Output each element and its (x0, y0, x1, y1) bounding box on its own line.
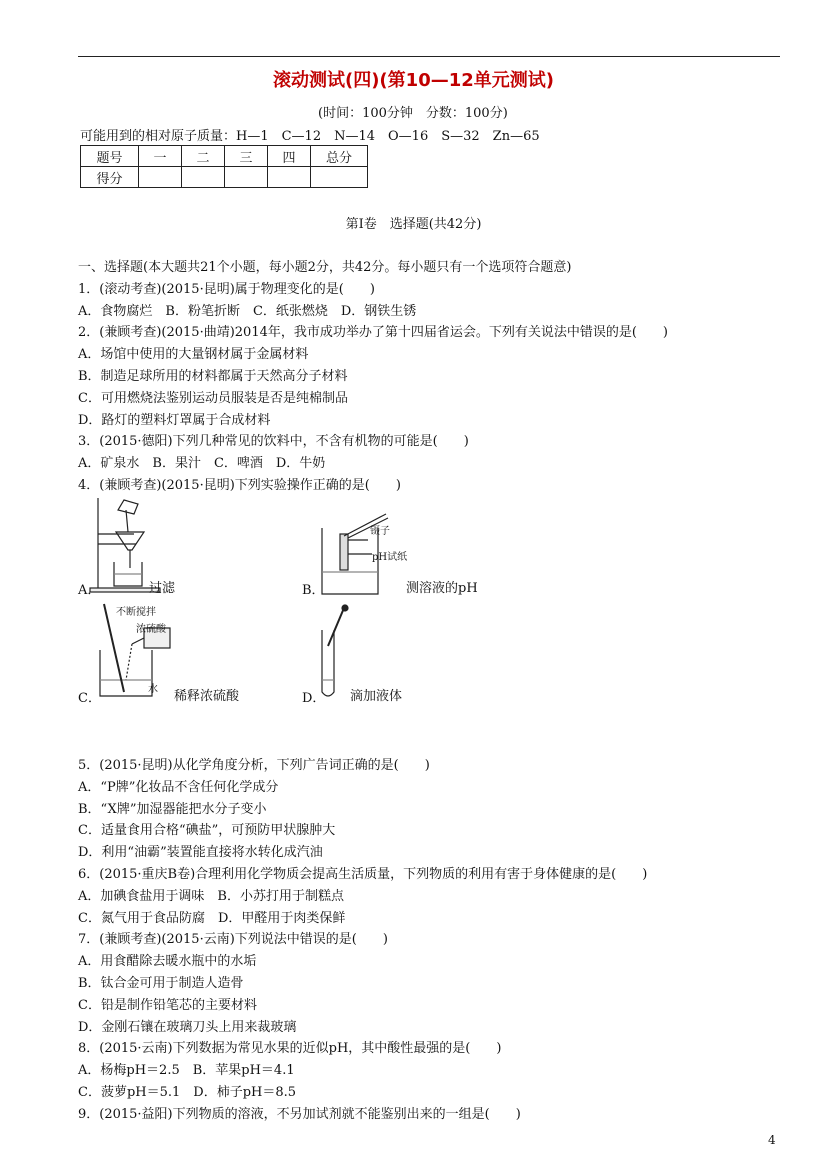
label-stir: 不断搅拌 (116, 607, 156, 618)
text-line: C．可用燃烧法鉴别运动员服装是否是纯棉制品 (78, 390, 348, 406)
score-header-cell: 三 (225, 146, 268, 167)
page-title: 滚动测试(四)(第10—12单元测试) (272, 70, 554, 91)
label-ph-paper: pH试纸 (372, 552, 408, 563)
text-line: C．铅是制作铅笔芯的主要材料 (78, 997, 257, 1013)
text-line: 3．(2015·德阳)下列几种常见的饮料中，不含有机物的可能是( ) (78, 434, 469, 450)
text-line: A．食物腐烂 B．粉笔折断 C．纸张燃烧 D．钢铁生锈 (78, 303, 417, 319)
option-a-letter: A． (78, 583, 101, 598)
label-acid: 浓硫酸 (136, 624, 166, 635)
option-d-caption: 滴加液体 (350, 689, 403, 704)
score-header-cell: 总分 (311, 146, 368, 167)
option-b-caption: 测溶液的pH (406, 581, 478, 596)
score-cell[interactable] (225, 167, 268, 188)
text-line: 9．(2015·益阳)下列物质的溶液，不另加试剂就不能鉴别出来的一组是( ) (78, 1106, 521, 1122)
score-header-cell: 题号 (81, 146, 139, 167)
score-table-header-row (81, 146, 368, 167)
text-line: D．路灯的塑料灯罩属于合成材料 (78, 412, 271, 428)
text-line: A．场馆中使用的大量钢材属于金属材料 (78, 347, 309, 363)
text-line: A．用食醋除去暖水瓶中的水垢 (78, 954, 257, 970)
page-number: 4 (768, 1133, 776, 1147)
score-table-score-row (81, 167, 368, 188)
score-header-cell: 四 (268, 146, 311, 167)
text-line: 7．(兼顾考查)(2015·云南)下列说法中错误的是( ) (78, 932, 388, 948)
text-line: B．制造足球所用的材料都属于天然高分子材料 (78, 369, 348, 384)
score-cell[interactable] (311, 167, 368, 188)
text-line: A．加碘食盐用于调味 B．小苏打用于制糕点 (78, 888, 344, 904)
text-line: B．钛合金可用于制造人造骨 (78, 976, 244, 991)
text-line: C．适量食用合格“碘盐”，可预防甲状腺肿大 (78, 823, 336, 839)
text-line: B．“X牌”加湿器能把水分子变小 (78, 801, 267, 817)
option-a-caption: 过滤 (149, 581, 176, 596)
score-header-cell: 二 (182, 146, 225, 167)
score-cell[interactable] (268, 167, 311, 188)
text-line: A．矿泉水 B．果汁 C．啤酒 D．牛奶 (78, 456, 326, 472)
text-line: A．杨梅pH＝2.5 B．苹果pH＝4.1 (78, 1063, 295, 1079)
text-line: 5．(2015·昆明)从化学角度分析，下列广告词正确的是( ) (78, 758, 430, 773)
score-row-label: 得分 (81, 167, 139, 188)
score-cell[interactable] (139, 167, 182, 188)
text-line: A．“P牌”化妆品不含任何化学成分 (78, 779, 279, 795)
score-header-cell: 一 (139, 146, 182, 167)
option-c-letter: C． (78, 691, 101, 706)
option-c-caption: 稀释浓硫酸 (174, 689, 240, 704)
text-line: 6．(2015·重庆B卷)合理利用化学物质会提高生活质量，下列物质的利用有害于身体健康的是( ) (78, 867, 648, 882)
section-title: 第Ⅰ卷 选择题(共42分) (345, 217, 482, 232)
header-rule (78, 56, 780, 57)
text-line: 4．(兼顾考查)(2015·昆明)下列实验操作正确的是( ) (78, 478, 401, 493)
text-line: D．利用“油霸”装置能直接将水转化成汽油 (78, 845, 323, 861)
label-tweezers: 镊子 (370, 526, 390, 537)
text-line: D．金刚石镶在玻璃刀头上用来裁玻璃 (78, 1019, 297, 1035)
text-line: 8．(2015·云南)下列数据为常见水果的近似pH，其中酸性最强的是( ) (78, 1041, 502, 1057)
text-line: 一、选择题(本大题共21个小题，每小题2分，共42分。每小题只有一个选项符合题意) (78, 260, 572, 275)
score-table (80, 145, 368, 188)
option-d-letter: D． (302, 691, 326, 706)
score-cell[interactable] (182, 167, 225, 188)
text-line: 1．(滚动考查)(2015·昆明)属于物理变化的是( ) (78, 281, 375, 297)
relative-atomic-masses: 可能用到的相对原子质量：H—1 C—12 N—14 O—16 S—32 Zn—65 (80, 129, 540, 144)
label-water: 水 (148, 684, 158, 695)
option-b-letter: B． (302, 583, 325, 598)
text-line: C．菠萝pH＝5.1 D．柿子pH＝8.5 (78, 1085, 297, 1100)
exam-time-score: (时间：100分钟 分数：100分) (318, 106, 508, 121)
text-line: C．氮气用于食品防腐 D．甲醛用于肉类保鲜 (78, 910, 346, 926)
text-line: 2．(兼顾考查)(2015·曲靖)2014年，我市成功举办了第十四届省运会。下列有关说法中错误的是( ) (78, 325, 669, 341)
